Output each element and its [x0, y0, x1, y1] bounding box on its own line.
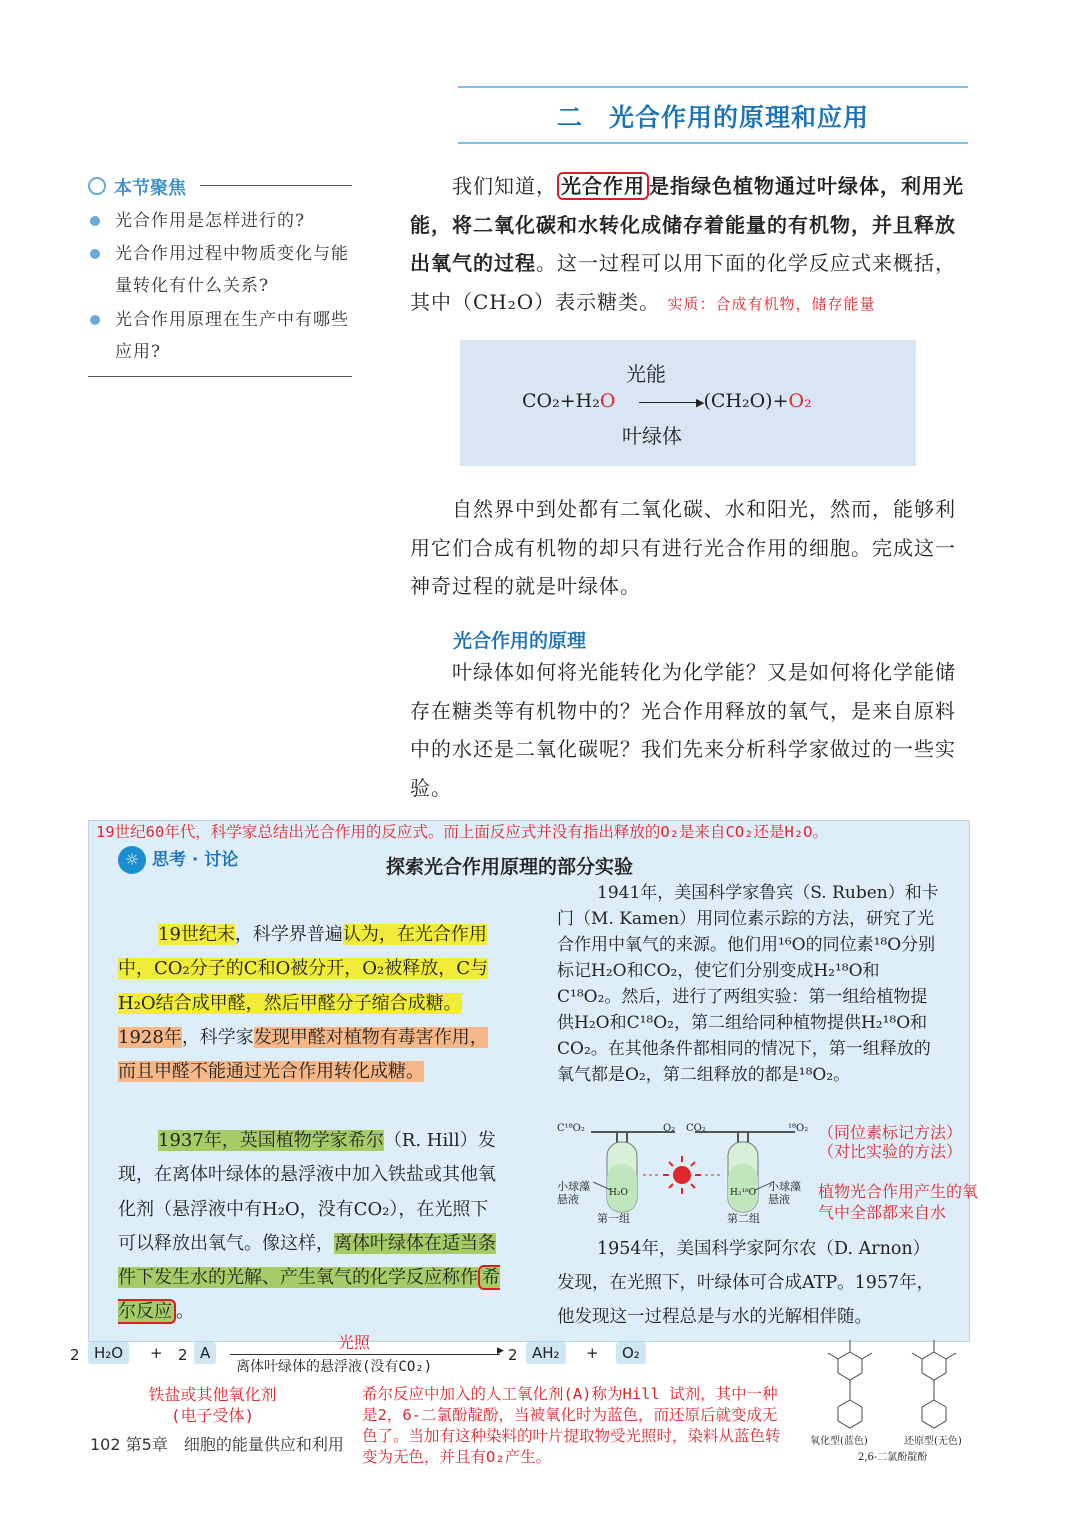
g1-input-label: C¹⁸O₂	[557, 1123, 585, 1134]
sun-icon	[643, 1156, 721, 1194]
experiment-figure	[555, 1120, 815, 1230]
g2-algae-label: 小球藻悬液	[768, 1180, 801, 1206]
think-label: ☼ 思考 · 讨论	[118, 845, 238, 874]
right-column-2: 1954年，美国科学家阿尔农（D. Arnon）发现，在光照下，叶绿体可合成ATP。1957年，他发现这一过程总是与水的光解相伴随。	[557, 1239, 935, 1327]
long-arrow-icon	[230, 1354, 500, 1355]
eq-condition-top: 光能	[626, 362, 666, 386]
focus-item-2: 光合作用过程中物质变化与能量转化有什么关系?	[115, 244, 349, 296]
right-column-1: 1941年，美国科学家鲁宾（S. Ruben）和卡门（M. Kamen）用同位素示踪的方法，研究了光合作用中氧气的来源。他们用¹⁶O的同位素¹⁸O分别标记H₂O和CO₂，使它们分别变成H₂¹⁸O和C¹⁸O₂。然后，进行了两组实验：第一组给植物提供H₂O和C¹⁸O₂，第二组给同种植物提供H₂¹⁸O和CO₂。在其他条件都相同的情况下，第一组释放的氧气都是O₂，第二组释放的都是¹⁸O₂。	[557, 883, 939, 1085]
page-number: 102	[90, 1435, 121, 1454]
focus-heading-rule	[200, 185, 352, 186]
left-column-1: 19世纪末，科学界普遍认为，在光合作用中，CO₂分子的C和O被分开，O₂被释放，C与H₂O结合成甲醛，然后甲醛分子缩合成糖。1928年，科学家发现甲醛对植物有毒害作用，而且甲醛不能通过光合作用转化成糖。	[118, 924, 489, 1083]
note-oxidant: 铁盐或其他氧化剂(电子受体)	[148, 1385, 277, 1425]
g1-water-label: H₂O	[609, 1188, 628, 1198]
g2-output-label: ¹⁸O₂	[788, 1123, 809, 1134]
focus-item-3: 光合作用原理在生产中有哪些应用?	[115, 310, 349, 362]
hill-reaction-term: 希尔反应	[118, 1267, 500, 1323]
intro-paragraph: 我们知道， 光合作用 是指绿色植物通过叶绿体，利用光能，将二氧化碳和水转化成储存着能量的有机物，并且释放出氧气的过程。这一过程可以用下面的化学反应式来概括，其中（CH₂O）表示糖类。 实质：合成有机物，储存能量	[410, 174, 964, 314]
g1-output-label: O₂	[663, 1123, 676, 1134]
lightbulb-icon: ☼	[118, 846, 146, 874]
header-rule-bottom	[458, 142, 968, 144]
bullet-icon	[90, 315, 100, 325]
header-rule-top	[458, 86, 968, 88]
think-title: 探索光合作用原理的部分实验	[386, 856, 634, 878]
g1-algae-label: 小球藻悬液	[557, 1180, 590, 1206]
eq-line: CO₂+H₂O ▶ (CH₂O)+O₂	[522, 390, 812, 412]
dcpip-structure	[810, 1330, 980, 1436]
g2-input-label: CO₂	[686, 1123, 706, 1134]
top-note: 19世纪60年代，科学家总结出光合作用的反应式。而上面反应式并没有指出释放的O₂是来自CO₂还是H₂O。	[96, 823, 828, 841]
essence-note: 实质：合成有机物，储存能量	[667, 294, 876, 313]
chapter-title: 第5章 细胞的能量供应和利用	[125, 1435, 344, 1454]
paragraph-3: 叶绿体如何将光能转化为化学能？又是如何将化学能储存在糖类等有机物中的？光合作用释放的氧气，是来自原料中的水还是二氧化碳呢？我们先来分析科学家做过的一些实验。	[410, 660, 956, 800]
arrow-icon: ▶	[639, 402, 701, 403]
page-footer	[90, 1432, 344, 1455]
section-title: 二 光合作用的原理和应用	[556, 103, 869, 132]
g2-label: 第二组	[727, 1212, 760, 1225]
oxidized-form-label: 氧化型(蓝色)	[810, 1436, 868, 1447]
photosynthesis-term: 光合作用	[557, 172, 649, 200]
subheading: 光合作用的原理	[453, 630, 587, 652]
focus-bottom-rule	[88, 376, 352, 377]
reduced-form-label: 还原型(无色)	[904, 1436, 962, 1447]
eq-condition-bottom: 叶绿体	[622, 424, 682, 448]
bullet-icon	[90, 216, 100, 226]
note-oxygen-source: 植物光合作用产生的氧气中全部都来自水	[818, 1182, 979, 1222]
focus-heading: 本节聚焦	[88, 174, 186, 200]
left-column-2: 1937年，英国植物学家希尔（R. Hill）发现，在离体叶绿体的悬浮液中加入铁盐或其他氧化剂（悬浮液中有H₂O，没有CO₂），在光照下可以释放出氧气。像这样，离体叶绿体在适当条件下发生水的光解、产生氧气的化学反应称作 希尔反应 。	[118, 1130, 500, 1323]
g1-label: 第一组	[597, 1212, 630, 1225]
note-hill-reagent: 希尔反应中加入的人工氧化剂(A)称为Hill 试剂，其中一种是2，6-二氯酚靛酚，当被氧化时为蓝色，而还原后就变成无色了。当加有这种染料的叶片提取物受光照时，染料从蓝色转变为无色，并且有O₂产生。	[362, 1385, 781, 1466]
note-contrast-method: （对比实验的方法）	[818, 1142, 963, 1161]
g2-water-label: H₂¹⁸O	[730, 1188, 757, 1198]
paragraph-2: 自然界中到处都有二氧化碳、水和阳光，然而，能够利用它们合成有机物的却只有进行光合作用的细胞。完成这一神奇过程的就是叶绿体。	[410, 497, 956, 598]
equation-box	[460, 340, 916, 466]
focus-item-1: 光合作用是怎样进行的?	[115, 211, 306, 231]
molecule-name: 2,6-二氯酚靛酚	[858, 1452, 928, 1463]
bullet-icon	[90, 249, 100, 259]
group1-apparatus	[591, 1132, 675, 1212]
target-icon	[88, 177, 106, 195]
hill-equation: 2 H₂O + 2 A 光照 ▶ 离体叶绿体的悬浮液(没有CO₂) 2 AH₂ + O₂	[70, 1338, 670, 1382]
note-isotope-method: （同位素标记方法）	[818, 1123, 963, 1142]
